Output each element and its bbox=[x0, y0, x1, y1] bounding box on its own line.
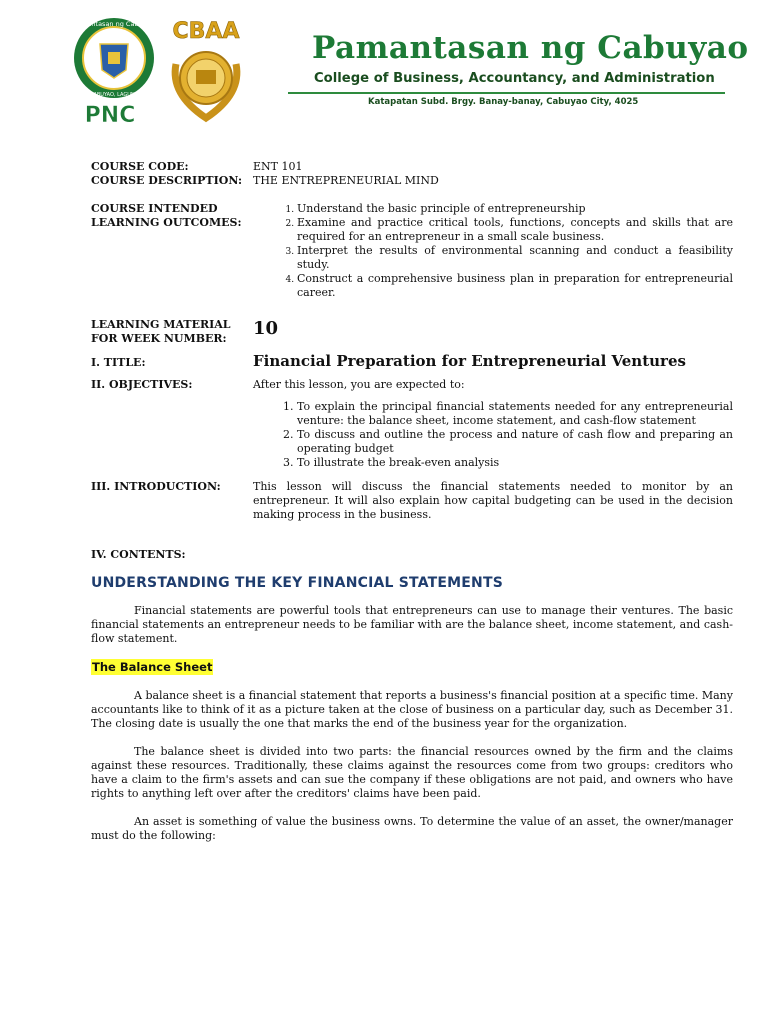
college-address: Katapatan Subd. Brgy. Banay-banay, Cabuyao City, 4025 bbox=[368, 97, 639, 107]
header-divider bbox=[288, 92, 725, 94]
week-number-label-line1: LEARNING MATERIAL bbox=[91, 318, 231, 331]
cbaa-wordmark: CBAA bbox=[172, 19, 240, 44]
objectives-intro: After this lesson, you are expected to: bbox=[253, 378, 465, 391]
objectives-list bbox=[253, 400, 733, 470]
paragraph: An asset is something of value the business owns. To determine the value of an asset, the owner/manager must do the following: bbox=[91, 815, 733, 842]
learning-outcomes-label-line1: COURSE INTENDED bbox=[91, 202, 218, 215]
paragraph: Financial statements are powerful tools that entrepreneurs can use to manage their ventures. The basic financial statements an entrepreneur needs to be familiar with are the balance sheet, income statement, and cash-flow statement. bbox=[91, 604, 733, 645]
title-row bbox=[91, 354, 733, 370]
paragraph: The balance sheet is divided into two parts: the financial resources owned by the firm and the claims against these resources. Traditionally, these claims against the resources come from two groups: creditors who have a claim to the firm's assets and can sue the company if these obligations are not paid, and owners who have rights to anything left over after the creditors' claims have been paid. bbox=[91, 745, 733, 800]
objectives-row bbox=[91, 378, 733, 470]
pnc-seal-place-text: CABUYAO, LAGUNA bbox=[89, 92, 139, 98]
university-name: Pamantasan ng Cabuyao bbox=[312, 30, 749, 66]
week-number-value: 10 bbox=[253, 318, 279, 339]
list-item: 1. To explain the principal financial statements needed for any entrepreneurial venture: the balance sheet, income statement, and cash-flow statement bbox=[297, 400, 733, 428]
introduction-text: This lesson will discuss the financial statements needed to monitor by an entrepreneur. It will also explain how capital budgeting can be used in the decision making process in the business. bbox=[253, 480, 733, 521]
week-number-label-line2: FOR WEEK NUMBER: bbox=[91, 332, 227, 345]
contents-label: IV. CONTENTS: bbox=[91, 548, 186, 561]
introduction-label: III. INTRODUCTION: bbox=[91, 480, 221, 493]
contents-row bbox=[91, 548, 733, 562]
list-item: 3. To illustrate the break-even analysis bbox=[297, 456, 733, 470]
objectives-label: II. OBJECTIVES: bbox=[91, 378, 193, 391]
course-code-label: COURSE CODE: bbox=[91, 160, 189, 173]
learning-outcomes-list bbox=[253, 202, 733, 300]
cbaa-seal-logo bbox=[158, 14, 254, 126]
title-label: I. TITLE: bbox=[91, 356, 146, 369]
list-item: 1. Understand the basic principle of entrepreneurship bbox=[297, 202, 733, 216]
pnc-seal-logo bbox=[68, 14, 160, 126]
module-body bbox=[91, 160, 733, 843]
pnc-wordmark: PNC bbox=[84, 103, 136, 126]
course-code-row bbox=[91, 160, 733, 174]
letterhead bbox=[0, 0, 768, 140]
course-description-value: THE ENTREPRENEURIAL MIND bbox=[253, 174, 439, 187]
pnc-seal-ring-text: Pamantasan ng Cabuyao bbox=[73, 20, 155, 28]
course-code-value: ENT 101 bbox=[253, 160, 303, 173]
course-description-label: COURSE DESCRIPTION: bbox=[91, 174, 243, 187]
lesson-title: Financial Preparation for Entrepreneurial Ventures bbox=[253, 352, 686, 370]
balance-sheet-subheading: The Balance Sheet bbox=[92, 660, 213, 674]
list-item: 2. Examine and practice critical tools, functions, concepts and skills that are required for an entrepreneur in a small scale business. bbox=[297, 216, 733, 244]
paragraph: A balance sheet is a financial statement that reports a business's financial position at a specific time. Many accountants like to think of it as a picture taken at the close of business on a particular day, such as December 31. The closing date is usually the one that marks the end of the business year for the organization. bbox=[91, 689, 733, 730]
week-number-row bbox=[91, 318, 733, 346]
week-number-label bbox=[91, 318, 253, 346]
college-name: College of Business, Accountancy, and Administration bbox=[314, 71, 715, 86]
list-item: 3. Interpret the results of environmental scanning and conduct a feasibility study. bbox=[297, 244, 733, 272]
section-heading: UNDERSTANDING THE KEY FINANCIAL STATEMENTS bbox=[91, 575, 503, 591]
learning-outcomes-label bbox=[91, 202, 253, 300]
introduction-row bbox=[91, 480, 733, 522]
list-item: 4. Construct a comprehensive business plan in preparation for entrepreneurial career. bbox=[297, 272, 733, 300]
list-item: 2. To discuss and outline the process and nature of cash flow and preparing an operating budget bbox=[297, 428, 733, 456]
course-description-row bbox=[91, 174, 733, 188]
learning-outcomes-label-line2: LEARNING OUTCOMES: bbox=[91, 216, 242, 229]
learning-outcomes-row bbox=[91, 202, 733, 300]
